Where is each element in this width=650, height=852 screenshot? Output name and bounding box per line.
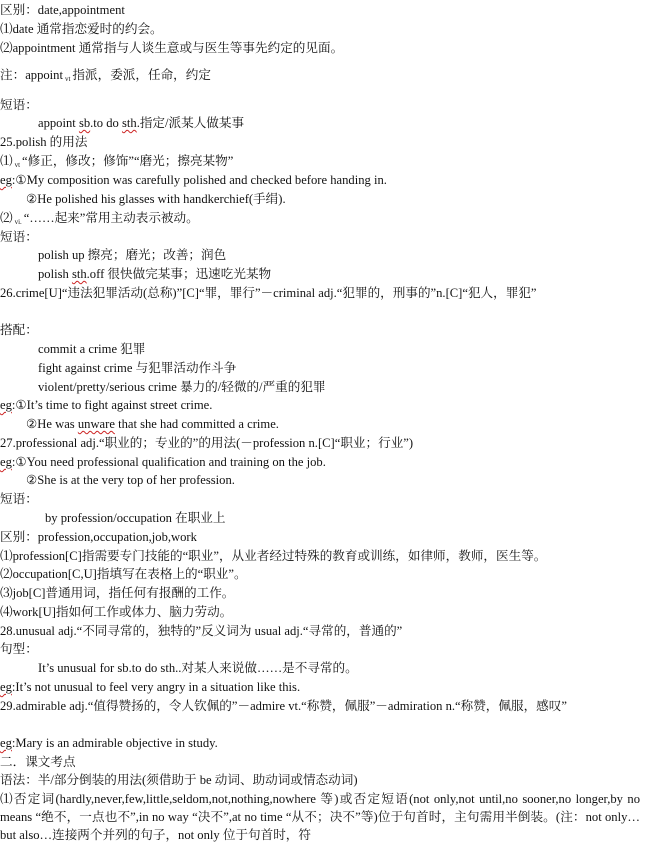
line-08-pre: ⑴ — [0, 154, 13, 168]
line-06-mid: .to do — [90, 116, 122, 130]
line-40: ⑴否定词(hardly,never,few,little,seldom,not,nothing,nowhere 等)或否定短语(not only,not until,no sooner,no longer,by no means “绝不，一点也不”,in no way “决不”,at no time “从不；决不”等)位于句首时，主句需用半倒装。(注：not only…but also…连接两个并列的句子，not only 位于句首时，符 — [0, 792, 640, 842]
line-06 — [38, 114, 244, 132]
line-03: ⑵appointment 通常指与人谈生意或与医生等事先约定的见面。 — [0, 41, 344, 55]
line-20 — [0, 396, 212, 414]
line-04-pre: 注：appoint — [0, 68, 63, 82]
line-09 — [0, 171, 387, 189]
line-19: violent/pretty/serious crime 暴力的/轻微的/严重的犯罪 — [38, 380, 326, 394]
line-01: 区别：date,appointment — [0, 3, 125, 17]
line-09-sq: eg — [0, 173, 12, 187]
line-22: 27.professional adj.“职业的；专业的”的用法(－profession n.[C]“职业；行业”) — [0, 436, 414, 450]
line-21-sq: unware — [77, 417, 115, 431]
line-18: fight against crime 与犯罪活动作斗争 — [38, 361, 237, 375]
line-23-post: :①You need professional qualification and training on the job. — [11, 455, 326, 469]
line-14-post: .off 很快做完某事；迅速吃光某物 — [86, 267, 272, 281]
line-37-sq: eg — [0, 736, 12, 750]
line-04 — [0, 66, 211, 84]
line-09-post: :①My composition was carefully polished and checked before handing in. — [11, 173, 387, 187]
line-35-post: :It’s not unusual to feel very angry in a situation like this. — [11, 680, 301, 694]
line-20-sq: eg — [0, 398, 12, 412]
line-04-post: 指派，委派，任命，约定 — [72, 68, 211, 82]
line-14-pre: polish — [38, 267, 72, 281]
line-27: 区别：profession,occupation,job,work — [0, 530, 197, 544]
line-34: It’s unusual for sb.to do sth..对某人来说做……是不寻常的。 — [38, 661, 358, 675]
line-36: 29.admirable adj.“值得赞扬的，令人钦佩的”－admire vt.“称赞，佩服”－admiration n.“称赞，佩服，感叹” — [0, 699, 567, 713]
line-20-post: :①It’s time to fight against street crime. — [11, 398, 213, 412]
line-31: ⑷work[U]指如何工作或体力、脑力劳动。 — [0, 605, 233, 619]
line-25: 短语： — [0, 492, 38, 506]
line-17: commit a crime 犯罪 — [38, 342, 146, 356]
line-23-sq: eg — [0, 455, 12, 469]
line-06-sq1: sb — [78, 116, 91, 130]
line-11-post: “……起来”常用主动表示被动。 — [23, 211, 199, 225]
line-11-pre: ⑵ — [0, 211, 13, 225]
line-30: ⑶job[C]普通用词，指任何有报酬的工作。 — [0, 586, 235, 600]
line-02: ⑴date 通常指恋爱时的约会。 — [0, 22, 163, 36]
line-10: ②He polished his glasses with handkerchief(手绢). — [26, 192, 286, 206]
line-08-post: “修正，修改；修饰”“磨光；擦亮某物” — [22, 154, 234, 168]
line-06-post: .指定/派某人做某事 — [136, 116, 245, 130]
line-16: 搭配： — [0, 323, 38, 337]
line-37 — [0, 734, 218, 752]
line-28: ⑴profession[C]指需要专门技能的“职业”，从业者经过特殊的教育或训练，如律师，教师，医生等。 — [0, 549, 547, 563]
line-06-pre: appoint — [38, 116, 79, 130]
line-23 — [0, 453, 326, 471]
line-06-sq2: sth — [121, 116, 137, 130]
line-12: 短语： — [0, 230, 38, 244]
line-08-sub: vt — [14, 161, 21, 169]
line-21-pre: ②He was — [26, 417, 78, 431]
line-35 — [0, 678, 300, 696]
line-14-sq: sth — [71, 267, 87, 281]
line-05: 短语： — [0, 98, 38, 112]
line-26: by profession/occupation 在职业上 — [45, 511, 226, 525]
line-11-sub: vi. — [14, 218, 22, 226]
line-07: 25.polish 的用法 — [0, 135, 88, 149]
line-21 — [26, 415, 279, 433]
line-08 — [0, 152, 233, 170]
line-29: ⑵occupation[C,U]指填写在表格上的“职业”。 — [0, 567, 247, 581]
line-11 — [0, 209, 199, 227]
line-37-post: :Mary is an admirable objective in study. — [11, 736, 218, 750]
line-32: 28.unusual adj.“不同寻常的，独特的”反义词为 usual adj.“寻常的，普通的” — [0, 624, 403, 638]
line-13: polish up 擦亮；磨光；改善；润色 — [38, 248, 227, 262]
line-04-sub: vt — [64, 75, 71, 83]
line-24: ②She is at the very top of her profession. — [26, 473, 235, 487]
line-14 — [38, 265, 271, 283]
line-39: 语法：半/部分倒装的用法(须借助于 be 动词、助动词或情态动词) — [0, 773, 358, 787]
line-15: 26.crime[U]“违法犯罪活动(总称)”[C]“罪，罪行”－criminal adj.“犯罪的，刑事的”n.[C]“犯人，罪犯” — [0, 286, 537, 300]
line-33: 句型： — [0, 642, 38, 656]
line-38: 二．课文考点 — [0, 755, 76, 769]
line-21-post: that she had committed a crime. — [114, 417, 279, 431]
line-35-sq: eg — [0, 680, 12, 694]
